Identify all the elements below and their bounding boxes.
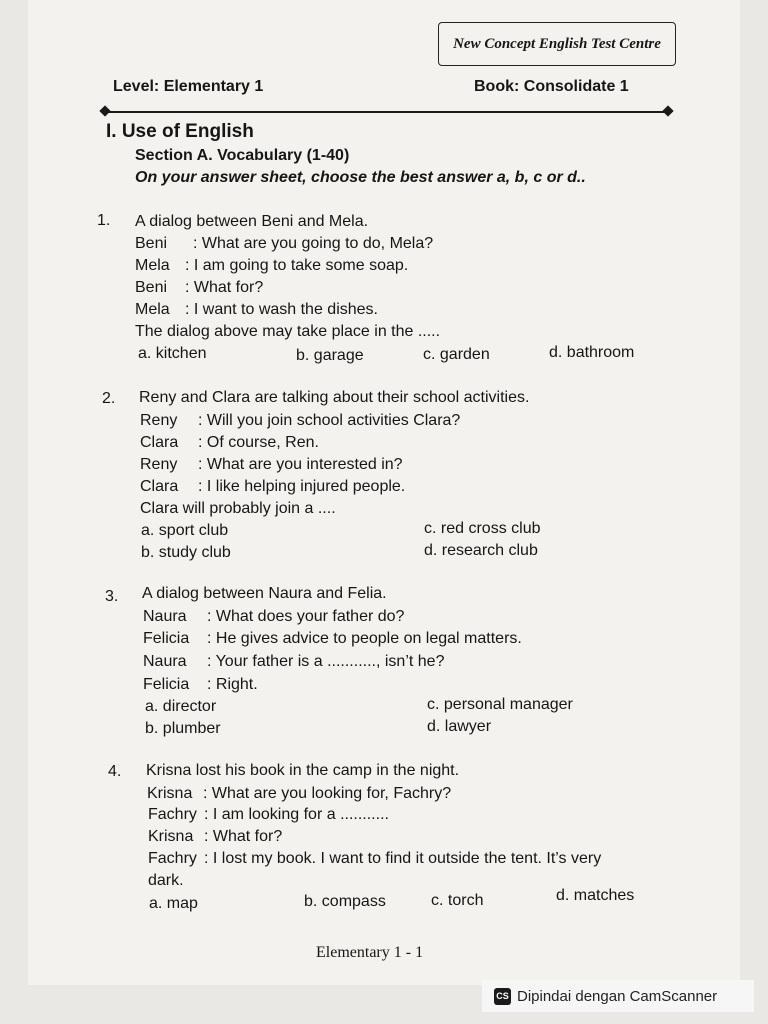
speaker: Mela (135, 257, 170, 274)
page-footer: Elementary 1 - 1 (316, 944, 424, 961)
dialog-line (148, 850, 601, 868)
test-centre-name: New Concept English Test Centre (453, 35, 661, 52)
test-centre-box (438, 22, 676, 66)
dialog-line (148, 828, 282, 846)
question-stem: The dialog above may take place in the ..... (135, 323, 441, 340)
dialog-line (143, 676, 258, 694)
option-c[interactable]: c. personal manager (427, 696, 573, 713)
utterance: : What for? (185, 279, 264, 296)
dialog-line (140, 434, 319, 452)
question-intro: A dialog between Beni and Mela. (135, 213, 369, 230)
dialog-line (135, 301, 378, 319)
option-b[interactable]: b. study club (141, 544, 231, 561)
speaker: Reny (140, 456, 178, 473)
utterance: : What are you interested in? (198, 456, 403, 473)
question-number: 3. (105, 588, 119, 605)
utterance: : I am looking for a ........... (204, 806, 389, 823)
option-a[interactable]: a. director (145, 698, 217, 715)
dialog-continuation: dark. (148, 872, 184, 889)
utterance: : He gives advice to people on legal matters. (207, 630, 522, 647)
speaker: Naura (143, 653, 187, 670)
dialog-line (140, 456, 403, 474)
question-number: 4. (108, 763, 122, 780)
utterance: : Your father is a ..........., isn’t he? (207, 653, 445, 670)
speaker: Mela (135, 301, 170, 318)
instruction: On your answer sheet, choose the best answer a, b, c or d.. (135, 169, 586, 186)
speaker: Naura (143, 608, 187, 625)
utterance: : Right. (207, 676, 258, 693)
utterance: : What for? (204, 828, 283, 845)
dialog-line (143, 608, 404, 626)
dialog-line (135, 279, 263, 297)
speaker: Reny (140, 412, 178, 429)
question-intro: Krisna lost his book in the camp in the night. (146, 762, 460, 779)
level-label: Level: Elementary 1 (113, 78, 264, 95)
speaker: Krisna (148, 828, 194, 845)
dialog-line (148, 806, 389, 824)
option-a[interactable]: a. sport club (141, 522, 229, 539)
utterance: : What are you going to do, Mela? (193, 235, 434, 252)
utterance: : What does your father do? (207, 608, 405, 625)
option-a[interactable]: a. kitchen (138, 345, 207, 362)
dialog-line (143, 653, 444, 671)
question-number: 1. (97, 212, 111, 229)
camscanner-watermark (482, 980, 754, 1012)
question-stem: Clara will probably join a .... (140, 500, 336, 517)
section-title: I. Use of English (106, 121, 254, 142)
option-c[interactable]: c. red cross club (424, 520, 541, 537)
camscanner-logo-icon: CS (494, 988, 511, 1005)
option-b[interactable]: b. compass (304, 893, 386, 910)
option-c[interactable]: c. garden (423, 346, 490, 363)
option-d[interactable]: d. lawyer (427, 718, 492, 735)
header-rule (104, 111, 670, 113)
option-d[interactable]: d. research club (424, 542, 538, 559)
utterance: : I like helping injured people. (198, 478, 406, 495)
option-c[interactable]: c. torch (431, 892, 484, 909)
utterance: : I am going to take some soap. (185, 257, 409, 274)
option-d[interactable]: d. matches (556, 887, 635, 904)
book-label: Book: Consolidate 1 (474, 78, 629, 95)
speaker: Felicia (143, 676, 190, 693)
option-b[interactable]: b. garage (296, 347, 364, 364)
speaker: Fachry (148, 806, 197, 823)
utterance: : Will you join school activities Clara? (198, 412, 461, 429)
utterance: : I lost my book. I want to find it outside the tent. It’s very (204, 850, 602, 867)
option-d[interactable]: d. bathroom (549, 344, 635, 361)
utterance: : Of course, Ren. (198, 434, 319, 451)
utterance: : What are you looking for, Fachry? (203, 785, 452, 802)
dialog-line (143, 630, 522, 648)
dialog-line (140, 478, 405, 496)
dialog-line (135, 257, 408, 275)
dialog-line (147, 785, 451, 803)
speaker: Clara (140, 478, 179, 495)
dialog-line (135, 235, 433, 253)
question-number: 2. (102, 390, 116, 407)
dialog-line (140, 412, 460, 430)
question-intro: A dialog between Naura and Felia. (142, 585, 387, 602)
speaker: Clara (140, 434, 179, 451)
option-b[interactable]: b. plumber (145, 720, 221, 737)
section-subtitle: Section A. Vocabulary (1-40) (135, 147, 350, 164)
option-a[interactable]: a. map (149, 895, 198, 912)
speaker: Beni (135, 279, 168, 296)
speaker: Fachry (148, 850, 197, 867)
speaker: Beni (135, 235, 168, 252)
speaker: Krisna (147, 785, 193, 802)
speaker: Felicia (143, 630, 190, 647)
question-intro: Reny and Clara are talking about their school activities. (139, 389, 530, 406)
utterance: : I want to wash the dishes. (185, 301, 378, 318)
camscanner-text: Dipindai dengan CamScanner (517, 987, 718, 1005)
